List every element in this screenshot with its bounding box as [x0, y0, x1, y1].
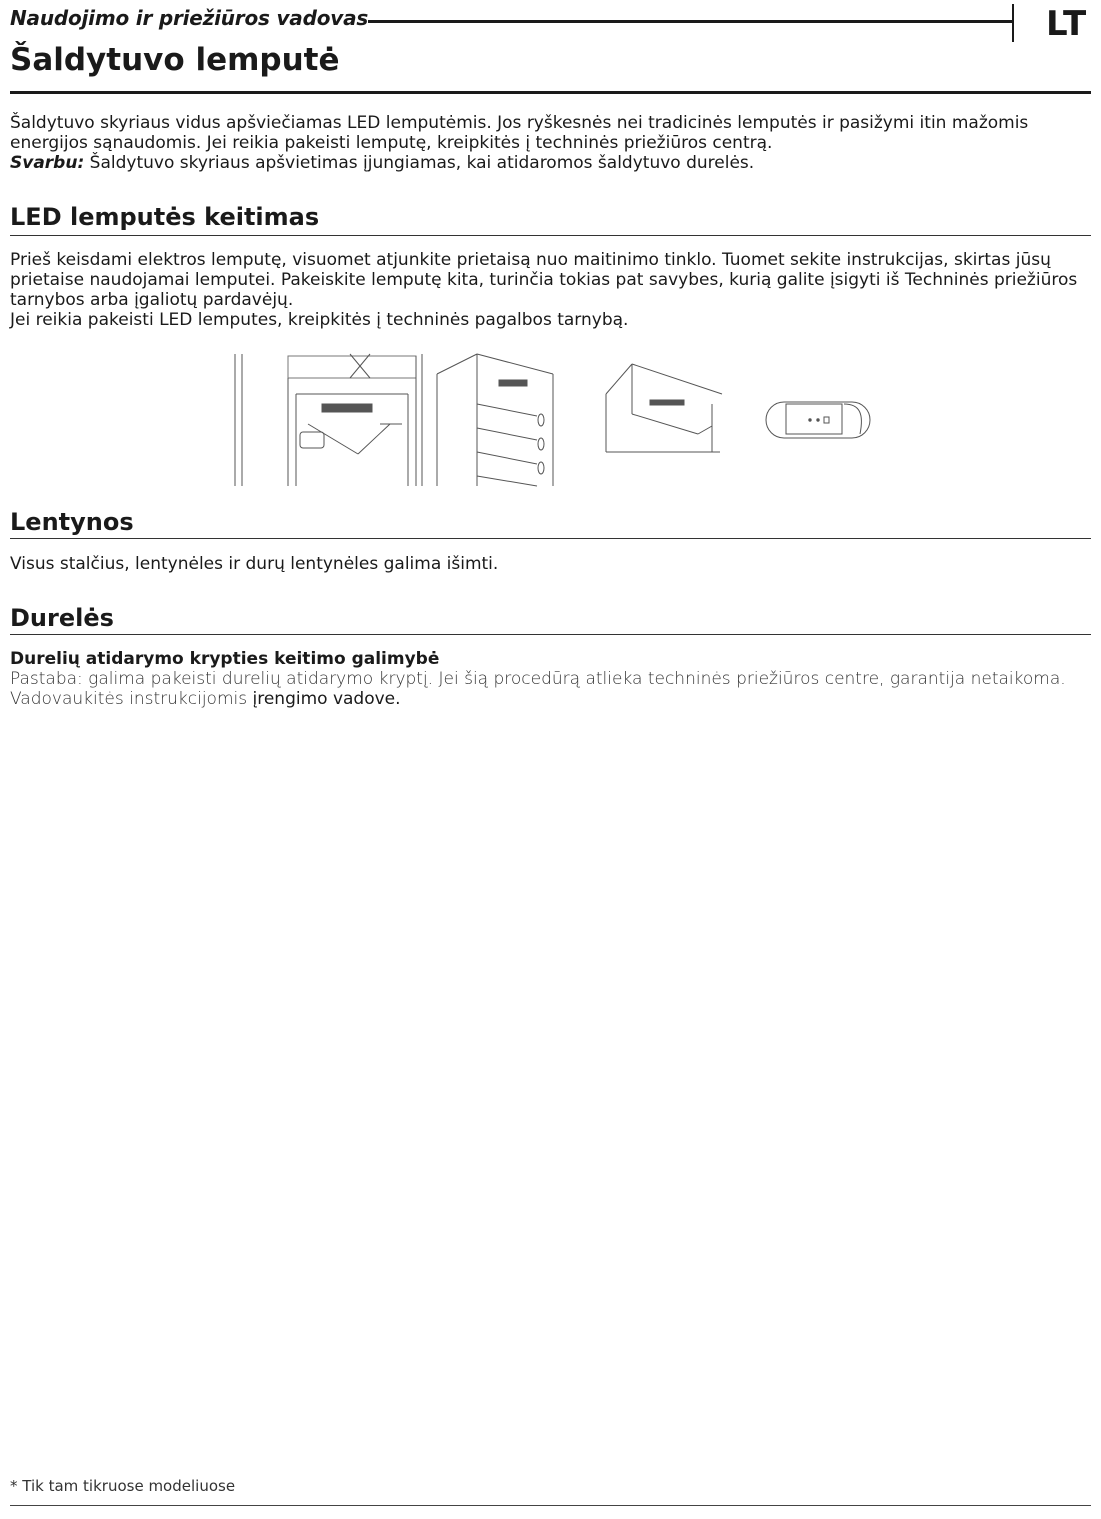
- header-divider: [368, 20, 1013, 23]
- language-code: LT: [1046, 4, 1088, 44]
- doors-reference: [10, 689, 1085, 709]
- led-paragraph: Prieš keisdami elektros lemputę, visuomet atjunkite prietaisą nuo maitinimo tinklo. Tuomet sekite instrukcijas, skirtas jūsų prietaise naudojamai lemputei. Pakeiskite lemputę kita, turinčia tokias pat savybes, kurią galite įsigyti iš Techninės priežiūros tarnybos arba įgaliotų pardavėjų.: [10, 250, 1078, 310]
- important-text: Šaldytuvo skyriaus apšvietimas įjungiamas, kai atidaromos šaldytuvo durelės.: [84, 153, 755, 173]
- shelves-paragraph: Visus stalčius, lentynėles ir durų lentynėles galima išimti.: [10, 554, 499, 574]
- important-label: Svarbu:: [10, 153, 85, 173]
- doors-section-title: Durelės: [10, 604, 114, 632]
- illustration-fridge-open: [230, 354, 430, 486]
- intro-paragraph: Šaldytuvo skyriaus vidus apšviečiamas LED lemputėmis. Jos ryškesnės nei tradicinės lemputės ir pasižymi itin mažomis energijos sąnaudomis. Jei reikia pakeisti lemputę, kreipkitės į techninės priežiūros centrą.: [10, 113, 1029, 153]
- installation-guide-reference: įrengimo vadove.: [252, 689, 401, 709]
- footer-note: * Tik tam tikruose modeliuose: [10, 1477, 236, 1495]
- led-paragraph-2: Jei reikia pakeisti LED lemputes, kreipkitės į techninės pagalbos tarnybą.: [10, 310, 629, 330]
- header-divider-end: [1012, 4, 1014, 42]
- doors-subheading: Durelių atidarymo krypties keitimo galimybė: [10, 649, 440, 669]
- footer-rule: [10, 1505, 1091, 1506]
- header-subtitle: Naudojimo ir priežiūros vadovas: [10, 6, 369, 30]
- illustration-fridge-shelves: [437, 354, 557, 486]
- important-note: [10, 153, 1085, 173]
- shelves-section-title: Lentynos: [10, 508, 134, 536]
- led-section-title: LED lemputės keitimas: [10, 203, 320, 231]
- led-block: [10, 250, 1085, 330]
- page-title: Šaldytuvo lemputė: [10, 42, 340, 78]
- illustration-led-lamp-closeup: [602, 364, 724, 456]
- led-section-rule: [10, 235, 1091, 236]
- doors-reference-prefix: Vadovaukitės instrukcijomis: [10, 689, 253, 709]
- shelves-section-rule: [10, 538, 1091, 539]
- doors-section-rule: [10, 634, 1091, 635]
- intro-block: [10, 113, 1085, 173]
- illustration-led-module: [764, 396, 872, 442]
- title-rule: [10, 91, 1091, 94]
- doors-note: Pastaba: galima pakeisti durelių atidarymo kryptį. Jei šią procedūrą atlieka techninės priežiūros centre, garantija netaikoma.: [10, 669, 1066, 689]
